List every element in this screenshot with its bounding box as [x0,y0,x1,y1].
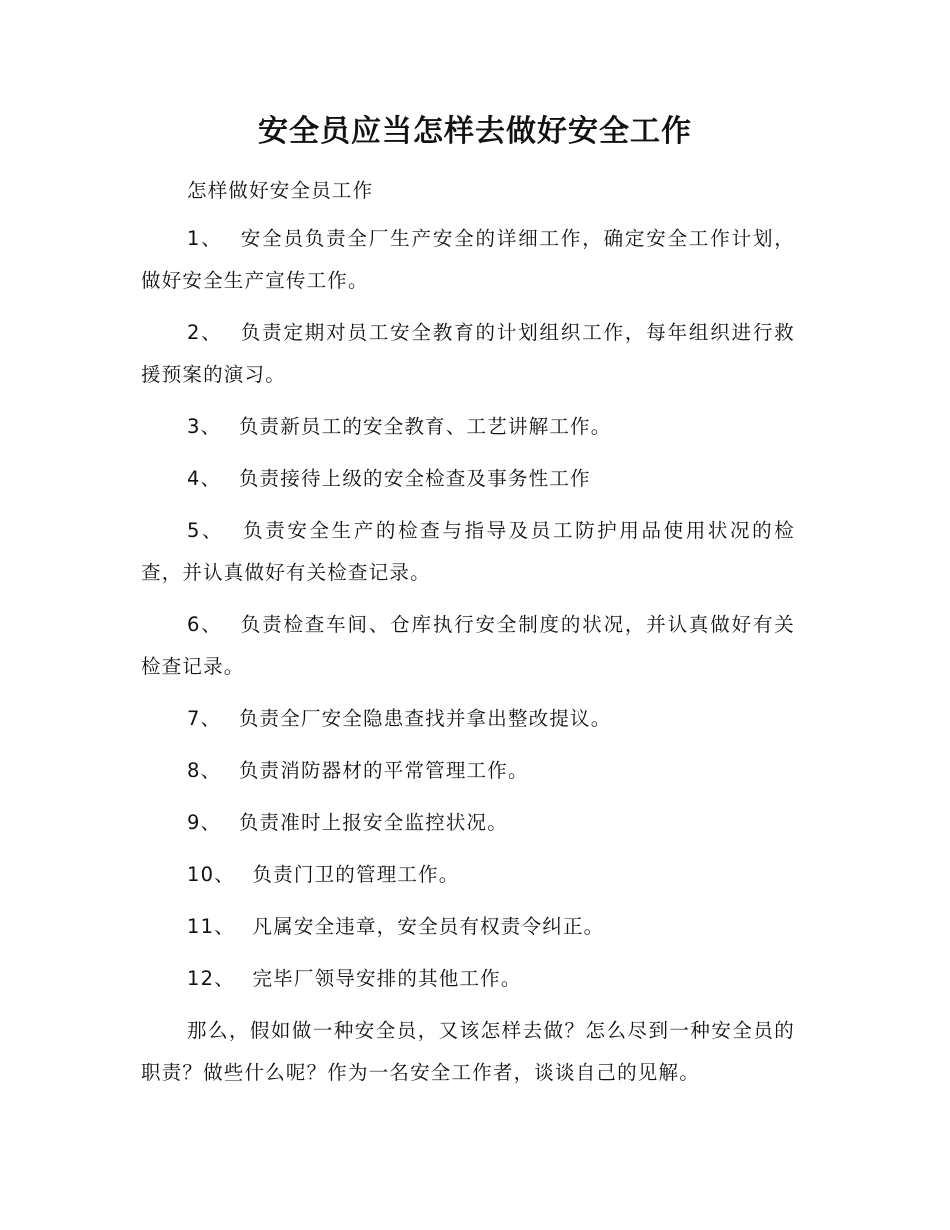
list-item [141,906,795,948]
list-item [141,406,795,448]
list-item [141,312,795,396]
item-text: 负责消防器材的平常管理工作。 [238,759,529,782]
closing-paragraph: 那么，假如做一种安全员，又该怎样去做？怎么尽到一种安全员的职责？做些什么呢？作为一名安全工作者，谈谈自己的见解。 [141,1019,795,1084]
item-text: 负责全厂安全隐患查找并拿出整改提议。 [238,707,612,730]
list-item [141,750,795,792]
item-text: 负责检查车间、仓库执行安全制度的状况，并认真做好有关检查记录。 [141,613,795,678]
list-item [141,802,795,844]
item-text: 负责接待上级的安全检查及事务性工作 [238,467,591,490]
item-number: 4、 [187,467,222,490]
document-title: 安全员应当怎样去做好安全工作 [258,114,692,149]
item-number: 5、 [187,519,225,542]
item-number: 12、 [187,967,235,990]
item-number: 3、 [187,415,222,438]
item-text: 负责准时上报安全监控状况。 [238,811,508,834]
item-number: 8、 [187,759,222,782]
item-number: 2、 [187,321,223,344]
item-text: 负责新员工的安全教育、工艺讲解工作。 [238,415,612,438]
item-text: 负责门卫的管理工作。 [252,863,460,886]
item-number: 10、 [187,863,235,886]
item-number: 9、 [187,811,222,834]
item-number: 6、 [187,613,223,636]
list-item [141,604,795,688]
document-body [141,170,795,1094]
item-text: 凡属安全违章，安全员有权责令纠正。 [252,915,605,938]
item-text: 负责定期对员工安全教育的计划组织工作，每年组织进行救援预案的演习。 [141,321,795,386]
list-item [141,510,795,594]
list-item [141,458,795,500]
item-text: 完毕厂领导安排的其他工作。 [252,967,522,990]
item-number: 7、 [187,707,222,730]
item-number: 11、 [187,915,235,938]
duty-list [141,218,795,1000]
list-item [141,698,795,740]
list-item [141,218,795,302]
list-item [141,958,795,1000]
item-text: 安全员负责全厂生产安全的详细工作，确定安全工作计划，做好安全生产宣传工作。 [141,227,795,292]
list-item [141,854,795,896]
item-text: 负责安全生产的检查与指导及员工防护用品使用状况的检查，并认真做好有关检查记录。 [141,519,795,584]
item-number: 1、 [187,227,223,250]
intro-paragraph: 怎样做好安全员工作 [187,179,374,202]
